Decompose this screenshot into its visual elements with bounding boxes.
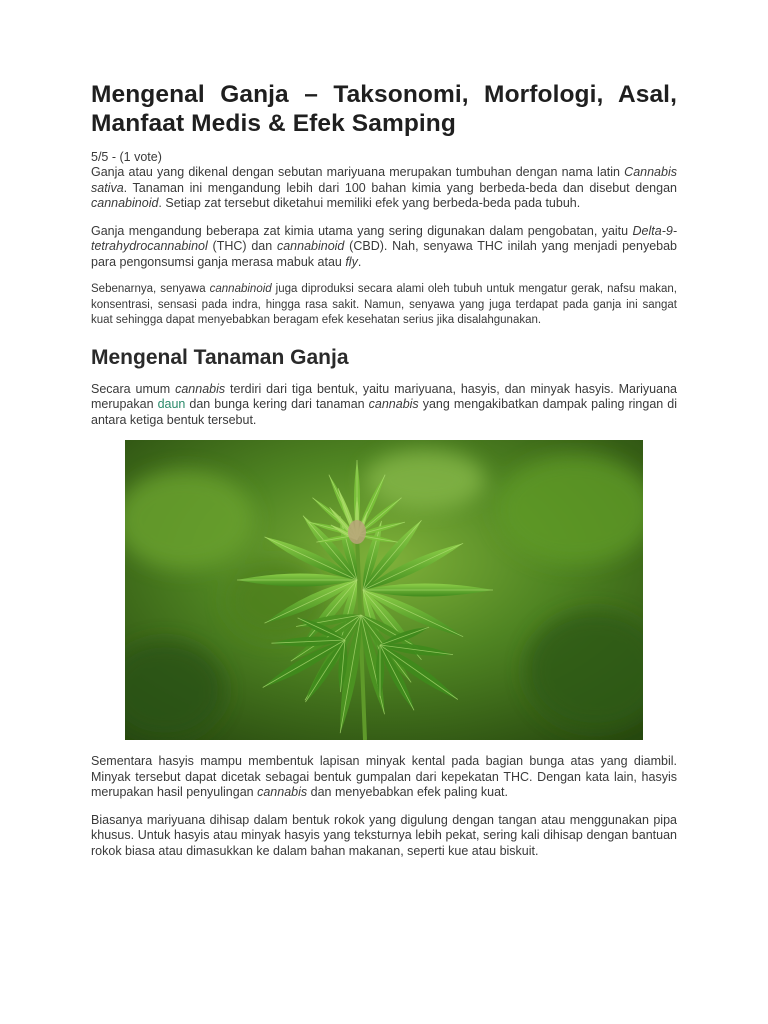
paragraph-hasyis: Sementara hasyis mampu membentuk lapisan minyak kental pada bagian bunga atas yang diambil. Minyak tersebut dapat dicetak sebagai bentuk gumpalan dari kepekatan THC. Dengan kata lain, hasyis merupakan hasil penyulingan cannabis dan menyebabkan efek paling kuat. [91,754,677,799]
rating-text: 5/5 - (1 vote) [91,150,162,164]
paragraph-forms: Secara umum cannabis terdiri dari tiga bentuk, yaitu mariyuana, hasyis, dan minyak hasyis. Mariyuana merupakan daun dan bunga kering dari tanaman cannabis yang mengakibatkan dampak paling ringan di antara ketiga bentuk tersebut. [91,381,677,427]
paragraph-thc: Ganja mengandung beberapa zat kimia utama yang sering digunakan dalam pengobatan, yaitu Delta-9-tetrahydrocannabinol (THC) dan cannabinoid (CBD). Nah, senyawa THC inilah yang menjadi penyebab para pengonsumsi ganja merasa mabuk atau fly. [91,223,678,269]
link-daun[interactable]: daun [157,397,186,411]
paragraph-intro: Ganja atau yang dikenal dengan sebutan mariyuana merupakan tumbuhan dengan nama latin Cannabis sativa. Tanaman ini mengandung lebih dari 100 bahan kimia yang berbeda-beda dan disebut dengan cannabinoid. Setiap zat tersebut diketahui memiliki efek yang berbeda-beda pada tubuh. [91,165,677,210]
paragraph-cannabinoid: Sebenarnya, senyawa cannabinoid juga diproduksi secara alami oleh tubuh untuk mengatur gerak, nafsu makan, konsentrasi, sensasi pada indra, hingga rasa sakit. Namun, senyawa yang juga terdapat pada ganja ini sangat kuat sehingga dapat menyebabkan beragam efek kesehatan serius jika disalahgunakan. [91,283,677,326]
article [91,80,677,859]
cannabis-plant-photo [125,440,643,740]
article-title: Mengenal Ganja – Taksonomi, Morfologi, Asal, Manfaat Medis & Efek Samping [91,81,677,137]
paragraph-usage: Biasanya mariyuana dihisap dalam bentuk rokok yang digulung dengan tangan atau menggunakan pipa khusus. Untuk hasyis atau minyak hasyis yang teksturnya lebih pekat, sering kali dihisap dengan bantuan rokok biasa atau dimasukkan ke dalam bahan makanan, seperti kue atau biskuit. [91,812,677,858]
section-heading: Mengenal Tanaman Ganja [91,345,349,369]
